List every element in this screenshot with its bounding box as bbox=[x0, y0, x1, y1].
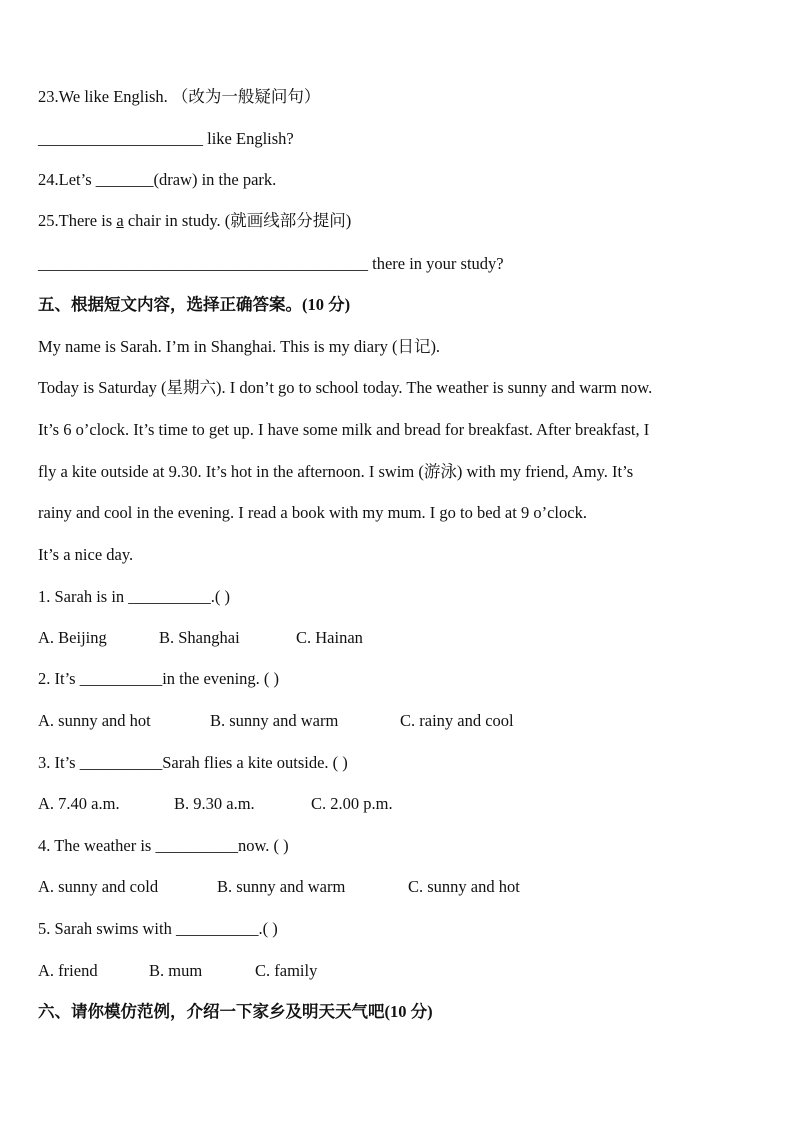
question-25-underlined: a bbox=[116, 211, 124, 230]
mc-question-1: 1. Sarah is in __________.( ) bbox=[38, 587, 231, 606]
question-25-answer-line: ________________________________________ there in your study? bbox=[38, 254, 504, 273]
option-a: A. 7.40 a.m. bbox=[38, 794, 120, 813]
passage-line: My name is Sarah. I’m in Shanghai. This is my diary (日记). bbox=[38, 337, 441, 356]
question-23-answer-line: ____________________ like English? bbox=[38, 129, 294, 148]
option-c: C. family bbox=[255, 961, 318, 980]
passage-line: Today is Saturday (星期六). I don’t go to school today. The weather is sunny and warm now. bbox=[38, 378, 653, 397]
option-c: C. 2.00 p.m. bbox=[311, 794, 393, 813]
option-b: B. Shanghai bbox=[159, 628, 240, 647]
option-c: C. rainy and cool bbox=[400, 711, 514, 730]
passage-line: fly a kite outside at 9.30. It’s hot in the afternoon. I swim (游泳) with my friend, Amy. It’s bbox=[38, 462, 634, 481]
mc-question-5: 5. Sarah swims with __________.( ) bbox=[38, 919, 278, 938]
option-a: A. sunny and hot bbox=[38, 711, 151, 730]
mc-question-3: 3. It’s __________Sarah flies a kite outside. ( ) bbox=[38, 753, 348, 772]
option-b: B. 9.30 a.m. bbox=[174, 794, 255, 813]
option-a: A. friend bbox=[38, 961, 98, 980]
section-6-heading: 六、请你模仿范例，介绍一下家乡及明天天气吧(10 分) bbox=[38, 1002, 433, 1021]
option-b: B. sunny and warm bbox=[210, 711, 339, 730]
question-25 bbox=[38, 210, 774, 232]
option-a: A. Beijing bbox=[38, 628, 107, 647]
passage-line: It’s a nice day. bbox=[38, 545, 134, 564]
section-5-heading: 五、根据短文内容，选择正确答案。(10 分) bbox=[38, 295, 351, 314]
passage-line: rainy and cool in the evening. I read a book with my mum. I go to bed at 9 o’clock. bbox=[38, 503, 587, 522]
option-b: B. sunny and warm bbox=[217, 877, 346, 896]
option-b: B. mum bbox=[149, 961, 203, 980]
question-23: 23.We like English. （改为一般疑问句） bbox=[38, 87, 321, 106]
mc-question-2: 2. It’s __________in the evening. ( ) bbox=[38, 669, 280, 688]
option-c: C. Hainan bbox=[296, 628, 363, 647]
question-25-post: chair in study. (就画线部分提问) bbox=[123, 211, 352, 230]
passage-line: It’s 6 o’clock. It’s time to get up. I have some milk and bread for breakfast. After breakfast, I bbox=[38, 420, 650, 439]
option-a: A. sunny and cold bbox=[38, 877, 159, 896]
question-25-pre: 25.There is bbox=[38, 211, 117, 230]
question-24: 24.Let’s _______(draw) in the park. bbox=[38, 170, 277, 189]
mc-question-4: 4. The weather is __________now. ( ) bbox=[38, 836, 289, 855]
option-c: C. sunny and hot bbox=[408, 877, 520, 896]
